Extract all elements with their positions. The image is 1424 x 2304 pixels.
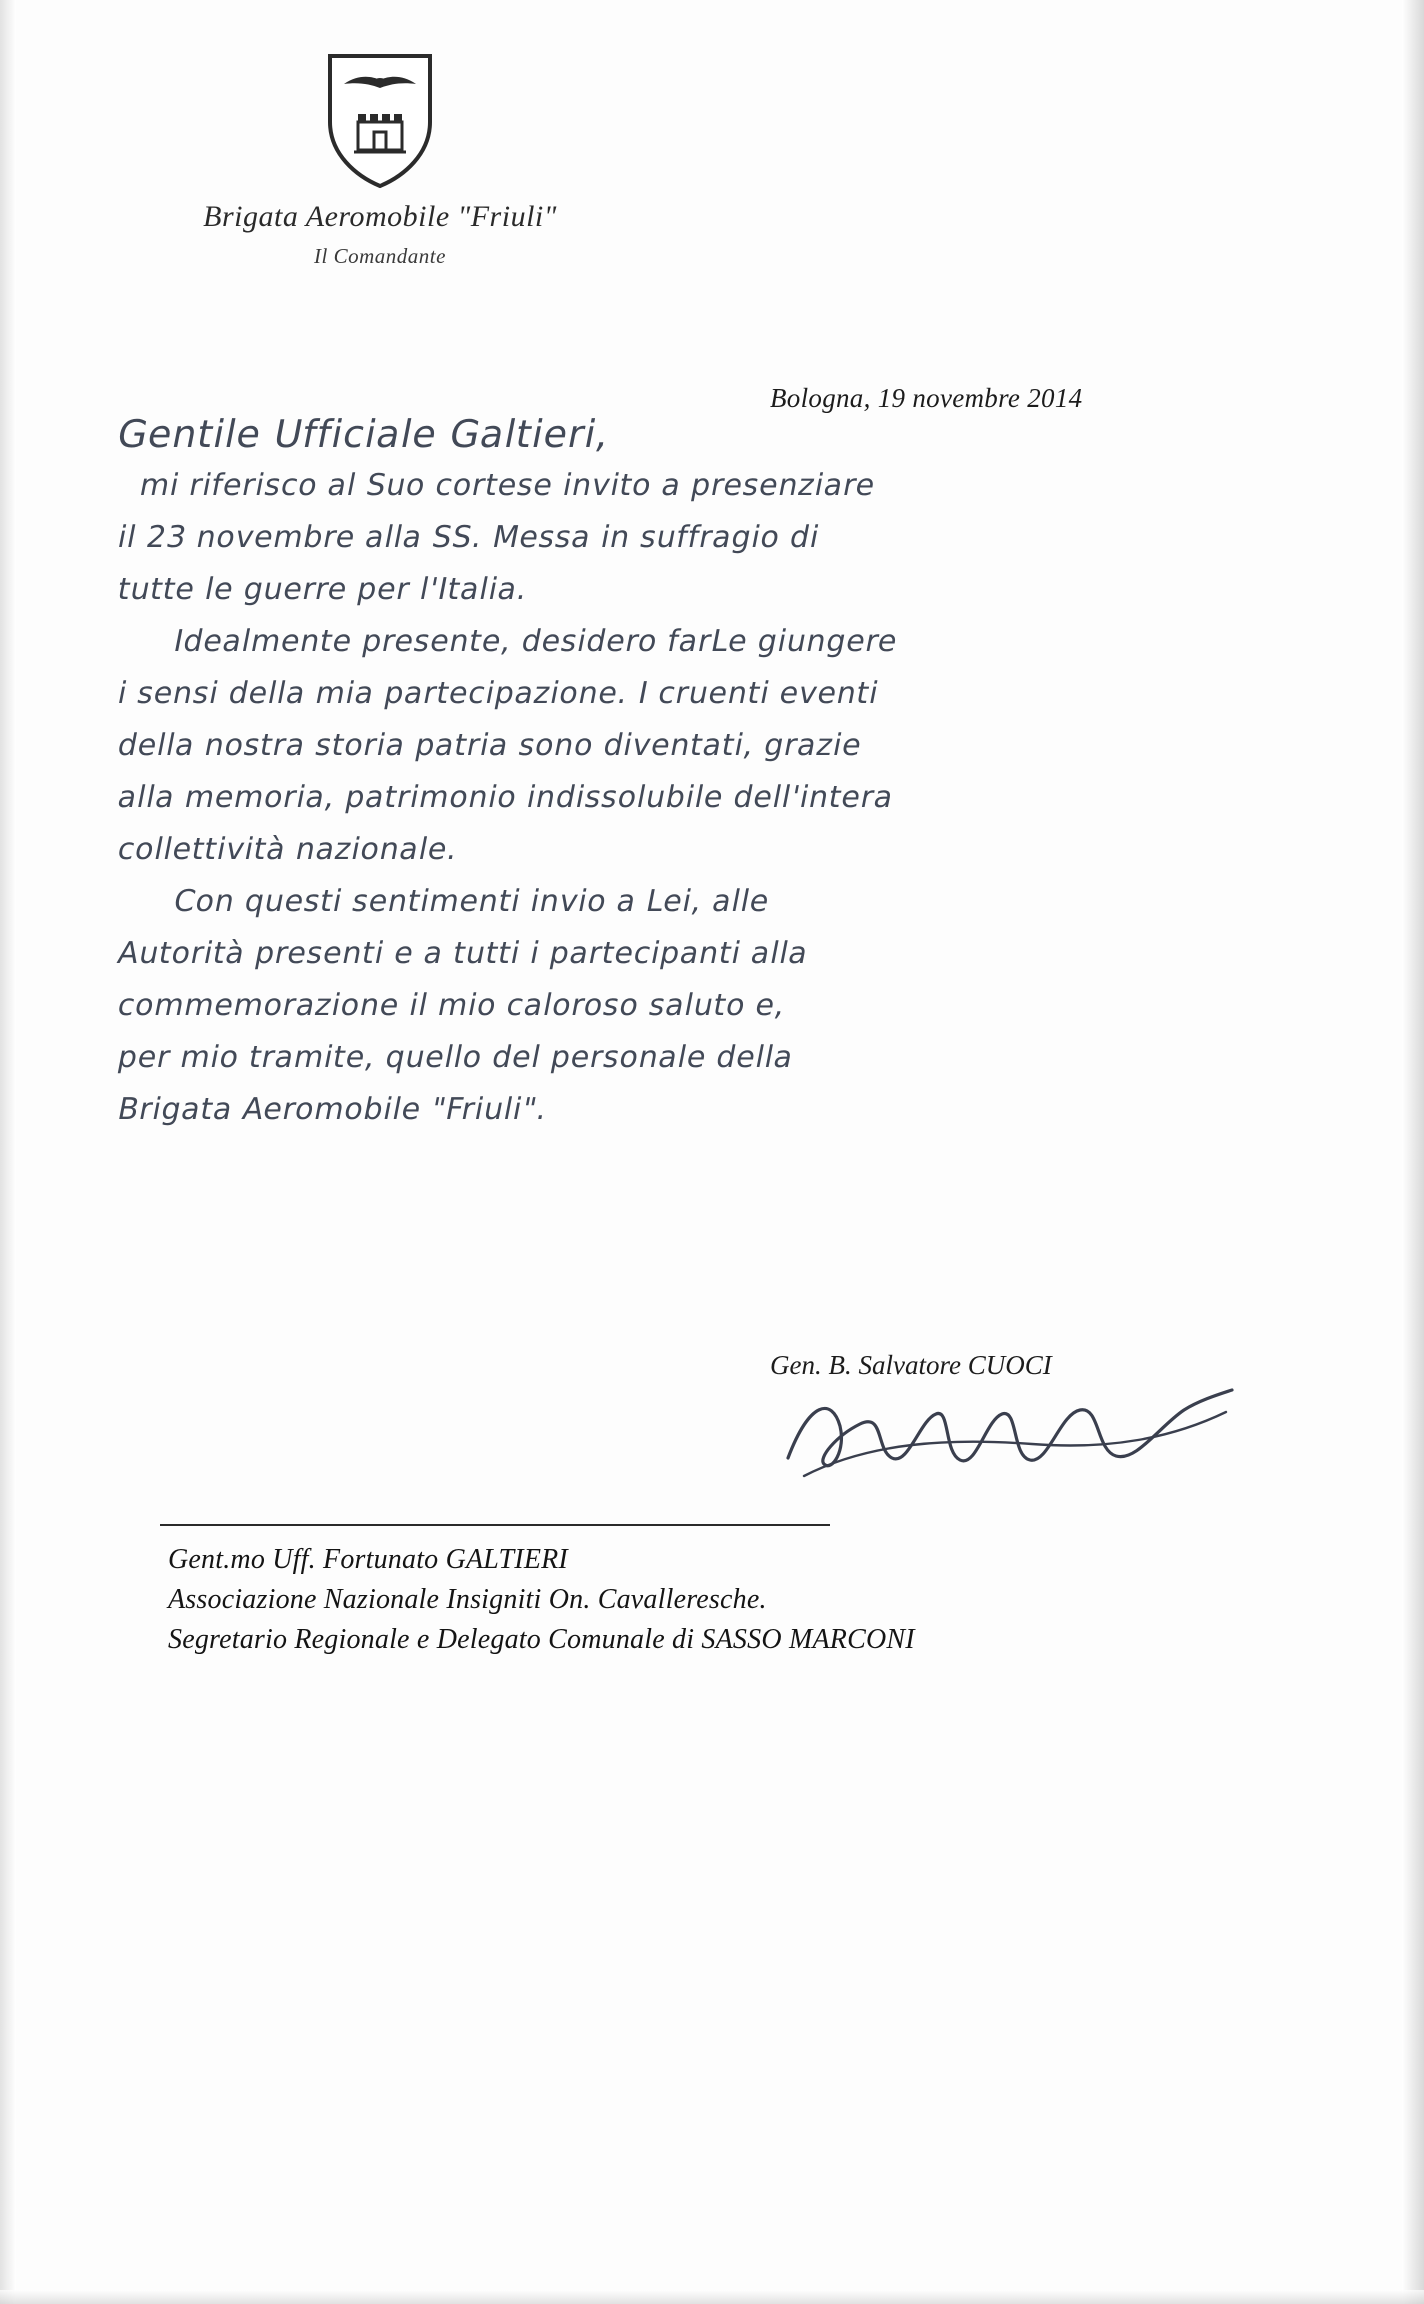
place-and-date: Bologna, 19 novembre 2014 bbox=[770, 383, 1083, 413]
letterhead bbox=[120, 50, 640, 269]
body-line: della nostra storia patria sono diventati, grazie bbox=[114, 728, 866, 763]
addressee-block bbox=[168, 1540, 915, 1659]
body-line: mi riferisco al Suo cortese invito a presenziare bbox=[136, 468, 879, 503]
body-line: tutte le guerre per l'Italia. bbox=[114, 572, 531, 607]
addressee-line-2: Associazione Nazionale Insigniti On. Cavalleresche. bbox=[168, 1583, 767, 1615]
body-line: i sensi della mia partecipazione. I cruenti eventi bbox=[114, 676, 882, 711]
shield-crest-icon bbox=[324, 50, 436, 190]
addressee-divider bbox=[160, 1524, 830, 1526]
body-line: il 23 novembre alla SS. Messa in suffragio di bbox=[114, 520, 823, 555]
unit-role: Il Comandante bbox=[314, 244, 446, 268]
salutation: Gentile Ufficiale Galtieri, bbox=[113, 412, 614, 456]
scan-edge-bottom bbox=[0, 2290, 1424, 2304]
body-line: alla memoria, patrimonio indissolubile dell'intera bbox=[114, 780, 897, 815]
body-line: per mio tramite, quello del personale della bbox=[114, 1040, 797, 1075]
body-line: Autorità presenti e a tutti i partecipanti alla bbox=[114, 936, 812, 971]
handwritten-signature bbox=[780, 1380, 1240, 1490]
body-line: Brigata Aeromobile "Friuli". bbox=[114, 1092, 551, 1127]
body-line: commemorazione il mio caloroso saluto e, bbox=[114, 988, 789, 1023]
body-line: Idealmente presente, desidero farLe giungere bbox=[170, 624, 901, 659]
addressee-line-1: Gent.mo Uff. Fortunato GALTIERI bbox=[168, 1544, 568, 1575]
unit-name: Brigata Aeromobile "Friuli" bbox=[203, 200, 557, 233]
letter-body bbox=[113, 412, 1318, 1147]
scan-edge-left bbox=[0, 0, 16, 2304]
body-line: Con questi sentimenti invio a Lei, alle bbox=[170, 884, 773, 919]
scan-edge-right bbox=[1402, 0, 1424, 2304]
signer-name: Gen. B. Salvatore CUOCI bbox=[770, 1350, 1052, 1380]
addressee-line-3: Segretario Regionale e Delegato Comunale di SASSO MARCONI bbox=[168, 1623, 915, 1655]
body-line: collettività nazionale. bbox=[114, 832, 462, 867]
